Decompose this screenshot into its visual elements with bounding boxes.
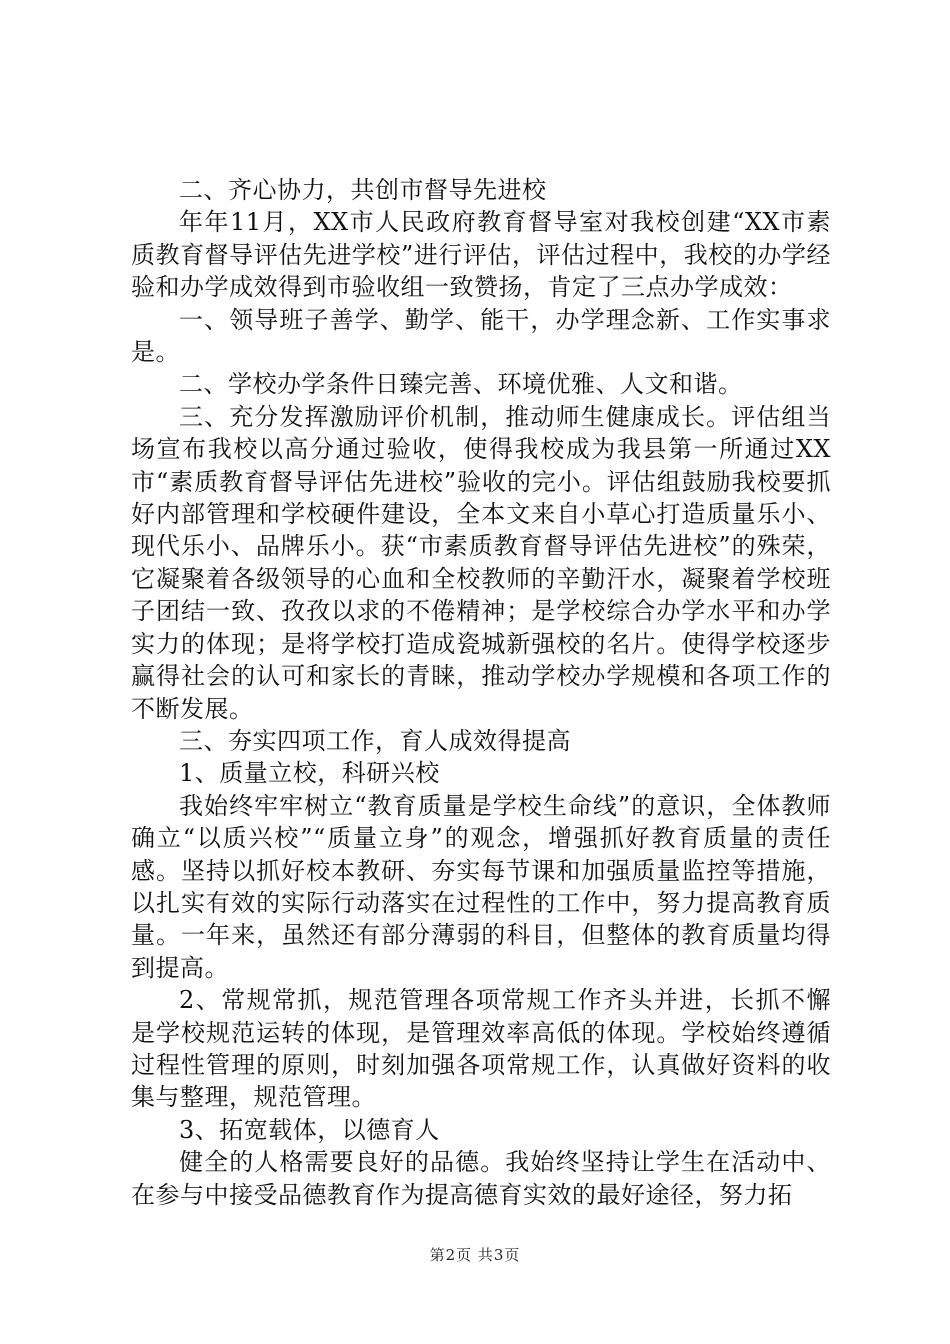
body-paragraph: 年年11月，XX市人民政府教育督导室对我校创建“XX市素质教育督导评估先进学校”进行评估，评估过程中，我校的办学经验和办学成效得到市验收组一致赞扬，肯定了三点办学成效： bbox=[131, 208, 831, 302]
body-paragraph: 健全的人格需要良好的品德。我始终坚持让学生在活动中、在参与中接受品德教育作为提高德育实效的最好途径，努力拓 bbox=[131, 1148, 831, 1209]
list-item-point-1: 一、领导班子善学、勤学、能干，办学理念新、工作实事求是。 bbox=[131, 305, 831, 367]
section-heading-2: 二、齐心协力，共创市督导先进校 bbox=[179, 176, 547, 204]
list-item-point-3: 三、充分发挥激励评价机制，推动师生健康成长。评估组当场宣布我校以高分通过验收，使得我校成为我县第一所通过XX市“素质教育督导评估先进校”验收的完小。评估组鼓励我校要抓好内部管理和学校硬件建设，全本文来自小草心打造质量乐小、现代乐小、品牌乐小。获“市素质教育督导评估先进校”的殊荣，它凝聚着各级领导的心血和全校教师的辛勤汗水，凝聚着学校班子团结一致、孜孜以求的不倦精神；是学校综合办学水平和办学实力的体现；是将学校打造成瓷城新强校的名片。使得学校逐步赢得社会的认可和家长的青睐，推动学校办学规模和各项工作的不断发展。 bbox=[131, 402, 831, 723]
body-paragraph: 我始终牢牢树立“教育质量是学校生命线”的意识，全体教师确立“以质兴校”“质量立身”的观念，增强抓好教育质量的责任感。坚持以抓好校本教研、夯实每节课和加强质量监控等措施，以扎实有效的实际行动落实在过程性的工作中，努力提高教育质量。一年来，虽然还有部分薄弱的科目，但整体的教育质量均得到提高。 bbox=[131, 791, 831, 982]
section-heading-3: 三、夯实四项工作，育人成效得提高 bbox=[179, 726, 571, 755]
document-body bbox=[131, 174, 831, 1211]
subheading-2-paragraph: 2、常规常抓，规范管理各项常规工作齐头并进，长抓不懈是学校规范运转的体现，是管理效率高低的体现。学校始终遵循过程性管理的原则，时刻加强各项常规工作，认真做好资料的收集与整理，规范管理。 bbox=[131, 986, 831, 1112]
subheading-1: 1、质量立校，科研兴校 bbox=[179, 759, 440, 788]
page-number-footer: 第2页 共3页 bbox=[429, 1246, 521, 1264]
list-item-point-2: 二、学校办学条件日臻完善、环境优雅、人文和谐。 bbox=[179, 370, 743, 399]
subheading-3: 3、拓宽载体，以德育人 bbox=[179, 1115, 440, 1144]
